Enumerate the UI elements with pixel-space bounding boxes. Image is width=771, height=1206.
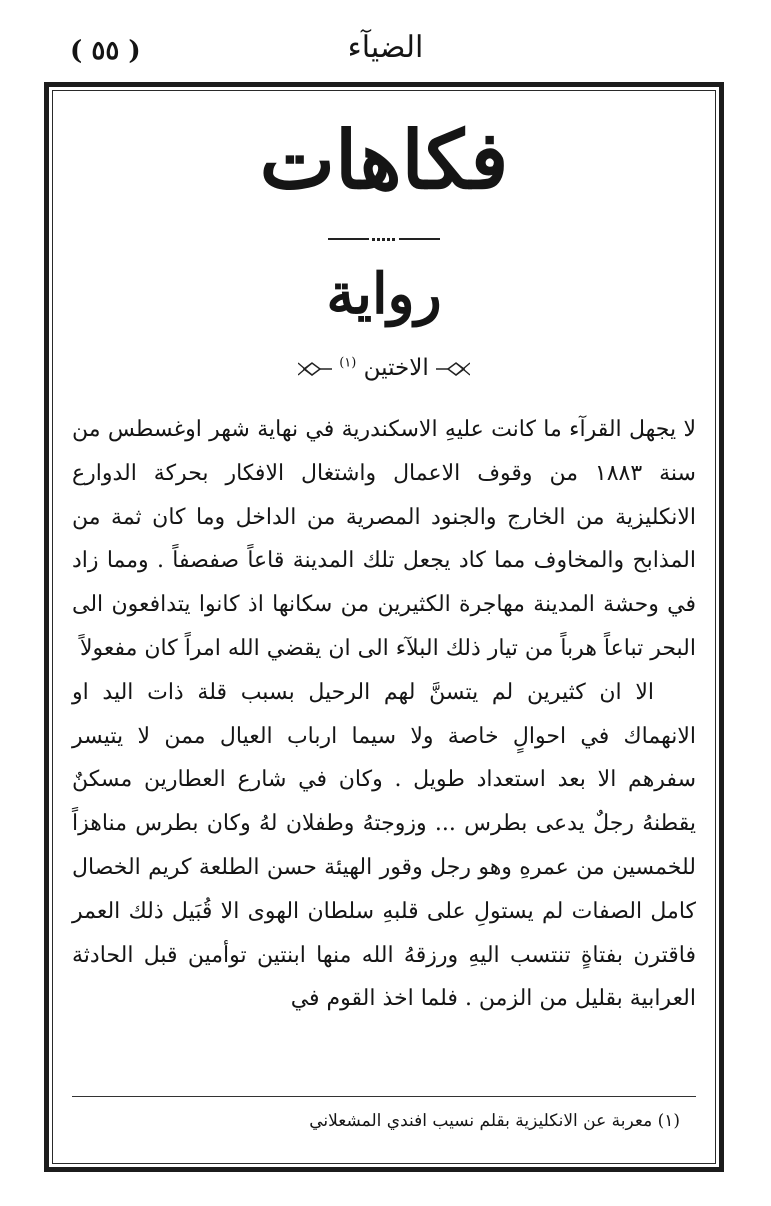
story-title-row: [58, 354, 710, 384]
page-content: [58, 96, 710, 1158]
footnote-rule: [72, 1096, 696, 1097]
paragraph-1: لا يجهل القرآء ما كانت عليهِ الاسكندرية في نهاية شهر اوغسطس من سنة ١٨٨٣ من وقوف الاعمال واشتغال الافكار بحركة الدوارع الانكليزية من الخارج والجنود المصرية من الداخل وما كان ثمة من المذابح والمخاوف مما كاد يجعل تلك المدينة قاعاً صفصفاً . ومما زاد في وحشة المدينة مهاجرة الكثيرين من سكانها اذ كانوا يتدافعون الى البحر تباعاً هرباً من تيار ذلك البلآء الى ان يقضي الله امراً كان مفعولاً: [72, 417, 696, 661]
novel-label: رواية: [326, 261, 442, 327]
paragraph-2: الا ان كثيرين لم يتسنَّ لهم الرحيل بسبب قلة ذات اليد او الانهماك في احوالٍ خاصة ولا سيما ارباب العيال ممن لا يتيسر سفرهم الا بعد استعداد طويل . وكان في شارع العطارين مسكنٌ يقطنهُ رجلٌ يدعى بطرس ... وزوجتهُ وطفلان لهُ وكان بطرس مناهزاً للخمسين من عمرهِ وهو رجل وقور الهيئة حسن الطلعة كريم الخصال كامل الصفات لم يستولِ على قلبهِ سلطان الهوى الا قُبَيل ذلك العمر فاقترن بفتاةٍ تنتسب اليهِ ورزقهُ الله منها ابنتين توأمين قبل الحادثة العرابية بقليل من الزمن . فلما اخذ القوم في: [72, 679, 696, 1012]
divider-ornament-icon: [369, 233, 399, 245]
section-heading: فكاهات: [259, 113, 509, 207]
fleuron-left-icon: [298, 362, 332, 376]
story-title-note: (١): [339, 355, 357, 371]
footnote: (١) معربة عن الانكليزية بقلم نسيب افندي المشعلاني: [309, 1111, 680, 1131]
body-text: [72, 408, 696, 1021]
running-title: الضيآء: [347, 30, 424, 65]
page-number: ( ٥٥ ): [70, 36, 141, 66]
fleuron-right-icon: [436, 362, 470, 376]
story-title: الاختين: [363, 355, 429, 381]
running-head: [60, 30, 711, 74]
